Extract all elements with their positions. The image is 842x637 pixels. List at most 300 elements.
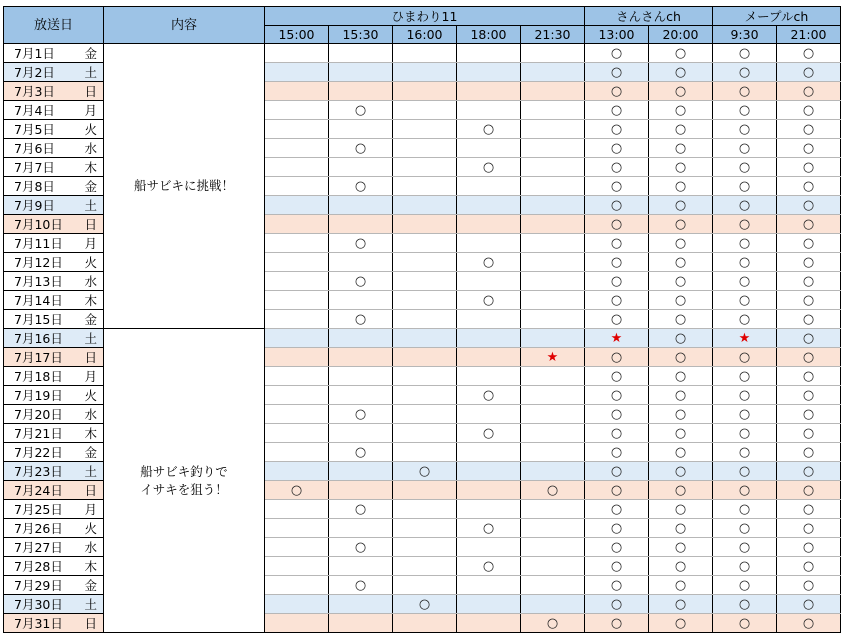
broadcast-slot <box>777 614 841 633</box>
time-header: 21:30 <box>521 26 585 44</box>
broadcast-slot <box>521 310 585 329</box>
day-of-week: 木 <box>79 424 104 443</box>
broadcast-slot <box>649 291 713 310</box>
broadcast-slot <box>521 44 585 63</box>
broadcast-slot <box>521 424 585 443</box>
circle-mark-icon: ○ <box>610 103 623 118</box>
circle-mark-icon: ○ <box>738 255 751 270</box>
circle-mark-icon: ○ <box>674 122 687 137</box>
broadcast-slot <box>521 272 585 291</box>
circle-mark-icon: ○ <box>674 521 687 536</box>
circle-mark-icon: ○ <box>290 483 303 498</box>
circle-mark-icon: ○ <box>738 160 751 175</box>
circle-mark-icon: ○ <box>802 312 815 327</box>
broadcast-slot <box>329 424 393 443</box>
circle-mark-icon: ○ <box>610 65 623 80</box>
circle-mark-icon: ○ <box>738 597 751 612</box>
day-of-week: 日 <box>79 348 104 367</box>
broadcast-slot <box>777 557 841 576</box>
circle-mark-icon: ○ <box>610 217 623 232</box>
broadcast-slot <box>329 253 393 272</box>
broadcast-slot <box>265 348 329 367</box>
circle-mark-icon: ○ <box>674 426 687 441</box>
broadcast-date: 7月1日 <box>4 44 79 63</box>
broadcast-slot <box>265 481 329 500</box>
broadcast-slot <box>649 253 713 272</box>
broadcast-date: 7月19日 <box>4 386 79 405</box>
circle-mark-icon: ○ <box>738 502 751 517</box>
day-of-week: 日 <box>79 215 104 234</box>
broadcast-slot <box>585 234 649 253</box>
broadcast-slot <box>265 367 329 386</box>
day-of-week: 金 <box>79 310 104 329</box>
circle-mark-icon: ○ <box>674 312 687 327</box>
broadcast-schedule-table <box>3 6 841 633</box>
broadcast-slot <box>649 367 713 386</box>
broadcast-slot <box>649 443 713 462</box>
broadcast-slot <box>649 348 713 367</box>
circle-mark-icon: ○ <box>610 597 623 612</box>
broadcast-slot <box>393 538 457 557</box>
broadcast-slot <box>329 139 393 158</box>
broadcast-slot <box>521 386 585 405</box>
circle-mark-icon: ○ <box>674 198 687 213</box>
broadcast-slot <box>777 196 841 215</box>
date-column-header: 放送日 <box>4 7 104 44</box>
broadcast-slot <box>457 272 521 291</box>
broadcast-slot <box>393 443 457 462</box>
broadcast-slot <box>393 63 457 82</box>
circle-mark-icon: ○ <box>738 293 751 308</box>
circle-mark-icon: ○ <box>738 616 751 631</box>
broadcast-slot <box>521 348 585 367</box>
broadcast-slot <box>521 595 585 614</box>
broadcast-slot <box>713 519 777 538</box>
broadcast-slot <box>521 329 585 348</box>
table-header <box>4 7 841 44</box>
broadcast-slot <box>329 462 393 481</box>
broadcast-slot <box>329 481 393 500</box>
broadcast-slot <box>713 44 777 63</box>
broadcast-slot <box>329 101 393 120</box>
broadcast-slot <box>585 272 649 291</box>
circle-mark-icon: ○ <box>802 388 815 403</box>
broadcast-slot <box>265 462 329 481</box>
broadcast-slot <box>521 196 585 215</box>
broadcast-slot <box>777 405 841 424</box>
circle-mark-icon: ○ <box>802 578 815 593</box>
circle-mark-icon: ○ <box>802 483 815 498</box>
star-mark-icon: ★ <box>610 331 623 346</box>
broadcast-slot <box>649 139 713 158</box>
broadcast-slot <box>649 481 713 500</box>
day-of-week: 木 <box>79 291 104 310</box>
circle-mark-icon: ○ <box>354 445 367 460</box>
circle-mark-icon: ○ <box>738 388 751 403</box>
circle-mark-icon: ○ <box>674 141 687 156</box>
broadcast-slot <box>265 329 329 348</box>
circle-mark-icon: ○ <box>674 559 687 574</box>
broadcast-slot <box>713 538 777 557</box>
broadcast-slot <box>585 101 649 120</box>
broadcast-slot <box>329 595 393 614</box>
broadcast-slot <box>585 462 649 481</box>
broadcast-date: 7月16日 <box>4 329 79 348</box>
day-of-week: 土 <box>79 196 104 215</box>
broadcast-slot <box>393 595 457 614</box>
circle-mark-icon: ○ <box>610 521 623 536</box>
broadcast-slot <box>777 348 841 367</box>
broadcast-slot <box>329 82 393 101</box>
broadcast-slot <box>713 405 777 424</box>
circle-mark-icon: ○ <box>610 350 623 365</box>
broadcast-slot <box>777 310 841 329</box>
circle-mark-icon: ○ <box>354 103 367 118</box>
circle-mark-icon: ○ <box>610 179 623 194</box>
broadcast-slot <box>457 253 521 272</box>
broadcast-date: 7月15日 <box>4 310 79 329</box>
broadcast-slot <box>393 424 457 443</box>
circle-mark-icon: ○ <box>482 255 495 270</box>
broadcast-date: 7月2日 <box>4 63 79 82</box>
broadcast-date: 7月29日 <box>4 576 79 595</box>
broadcast-slot <box>329 177 393 196</box>
broadcast-slot <box>329 234 393 253</box>
star-mark-icon: ★ <box>738 331 751 346</box>
circle-mark-icon: ○ <box>738 426 751 441</box>
circle-mark-icon: ○ <box>610 578 623 593</box>
day-of-week: 水 <box>79 272 104 291</box>
broadcast-date: 7月13日 <box>4 272 79 291</box>
broadcast-slot <box>393 253 457 272</box>
circle-mark-icon: ○ <box>482 521 495 536</box>
broadcast-slot <box>265 538 329 557</box>
broadcast-slot <box>265 614 329 633</box>
broadcast-slot <box>265 177 329 196</box>
time-header: 9:30 <box>713 26 777 44</box>
broadcast-slot <box>329 44 393 63</box>
broadcast-slot <box>265 253 329 272</box>
broadcast-slot <box>777 329 841 348</box>
circle-mark-icon: ○ <box>738 122 751 137</box>
day-of-week: 月 <box>79 101 104 120</box>
circle-mark-icon: ○ <box>610 388 623 403</box>
circle-mark-icon: ○ <box>738 369 751 384</box>
circle-mark-icon: ○ <box>802 198 815 213</box>
broadcast-slot <box>777 44 841 63</box>
broadcast-slot <box>457 291 521 310</box>
broadcast-slot <box>265 595 329 614</box>
circle-mark-icon: ○ <box>610 198 623 213</box>
broadcast-slot <box>585 82 649 101</box>
circle-mark-icon: ○ <box>738 350 751 365</box>
broadcast-slot <box>713 348 777 367</box>
broadcast-slot <box>649 538 713 557</box>
broadcast-slot <box>585 139 649 158</box>
broadcast-slot <box>265 424 329 443</box>
program-content: 船サビキ釣りで イサキを狙う！ <box>104 329 265 633</box>
circle-mark-icon: ○ <box>802 160 815 175</box>
broadcast-slot <box>521 82 585 101</box>
broadcast-slot <box>585 424 649 443</box>
broadcast-slot <box>649 215 713 234</box>
broadcast-slot <box>521 614 585 633</box>
broadcast-slot <box>777 462 841 481</box>
table-row <box>4 44 841 63</box>
broadcast-slot <box>585 367 649 386</box>
broadcast-slot <box>649 177 713 196</box>
circle-mark-icon: ○ <box>738 65 751 80</box>
broadcast-slot <box>329 310 393 329</box>
broadcast-slot <box>713 443 777 462</box>
broadcast-slot <box>777 272 841 291</box>
broadcast-slot <box>457 576 521 595</box>
circle-mark-icon: ○ <box>802 46 815 61</box>
broadcast-slot <box>521 519 585 538</box>
content-column-header: 内容 <box>104 7 265 44</box>
circle-mark-icon: ○ <box>482 160 495 175</box>
time-header: 21:00 <box>777 26 841 44</box>
circle-mark-icon: ○ <box>610 483 623 498</box>
circle-mark-icon: ○ <box>802 65 815 80</box>
broadcast-slot <box>265 63 329 82</box>
broadcast-slot <box>329 291 393 310</box>
time-header: 20:00 <box>649 26 713 44</box>
broadcast-slot <box>457 196 521 215</box>
broadcast-slot <box>585 557 649 576</box>
day-of-week: 火 <box>79 519 104 538</box>
circle-mark-icon: ○ <box>738 483 751 498</box>
circle-mark-icon: ○ <box>674 46 687 61</box>
broadcast-slot <box>521 443 585 462</box>
broadcast-slot <box>393 500 457 519</box>
circle-mark-icon: ○ <box>354 540 367 555</box>
circle-mark-icon: ○ <box>482 293 495 308</box>
circle-mark-icon: ○ <box>610 274 623 289</box>
circle-mark-icon: ○ <box>610 559 623 574</box>
circle-mark-icon: ○ <box>610 293 623 308</box>
circle-mark-icon: ○ <box>610 426 623 441</box>
circle-mark-icon: ○ <box>482 122 495 137</box>
broadcast-date: 7月24日 <box>4 481 79 500</box>
broadcast-slot <box>713 557 777 576</box>
broadcast-date: 7月21日 <box>4 424 79 443</box>
day-of-week: 月 <box>79 367 104 386</box>
broadcast-slot <box>777 386 841 405</box>
circle-mark-icon: ○ <box>674 445 687 460</box>
broadcast-slot <box>713 63 777 82</box>
broadcast-slot <box>457 519 521 538</box>
table-row <box>4 329 841 348</box>
circle-mark-icon: ○ <box>354 236 367 251</box>
broadcast-slot <box>585 405 649 424</box>
program-content: 船サビキに挑戦！ <box>104 44 265 329</box>
broadcast-slot <box>521 63 585 82</box>
broadcast-slot <box>649 158 713 177</box>
day-of-week: 水 <box>79 405 104 424</box>
broadcast-slot <box>521 177 585 196</box>
broadcast-slot <box>329 557 393 576</box>
star-mark-icon: ★ <box>546 350 559 365</box>
broadcast-slot <box>393 386 457 405</box>
circle-mark-icon: ○ <box>354 407 367 422</box>
broadcast-slot <box>265 101 329 120</box>
broadcast-slot <box>521 576 585 595</box>
broadcast-slot <box>585 291 649 310</box>
broadcast-slot <box>585 177 649 196</box>
broadcast-slot <box>393 291 457 310</box>
broadcast-slot <box>713 101 777 120</box>
circle-mark-icon: ○ <box>674 103 687 118</box>
broadcast-slot <box>521 538 585 557</box>
broadcast-slot <box>713 576 777 595</box>
broadcast-slot <box>777 481 841 500</box>
day-of-week: 土 <box>79 63 104 82</box>
day-of-week: 木 <box>79 557 104 576</box>
circle-mark-icon: ○ <box>418 597 431 612</box>
broadcast-slot <box>649 101 713 120</box>
broadcast-slot <box>265 500 329 519</box>
broadcast-slot <box>393 348 457 367</box>
broadcast-slot <box>265 158 329 177</box>
circle-mark-icon: ○ <box>802 103 815 118</box>
time-header: 15:00 <box>265 26 329 44</box>
broadcast-slot <box>777 158 841 177</box>
circle-mark-icon: ○ <box>674 236 687 251</box>
broadcast-date: 7月7日 <box>4 158 79 177</box>
broadcast-date: 7月14日 <box>4 291 79 310</box>
broadcast-slot <box>713 481 777 500</box>
broadcast-date: 7月4日 <box>4 101 79 120</box>
circle-mark-icon: ○ <box>610 46 623 61</box>
broadcast-slot <box>777 367 841 386</box>
broadcast-slot <box>649 120 713 139</box>
broadcast-slot <box>457 443 521 462</box>
broadcast-slot <box>329 158 393 177</box>
broadcast-slot <box>777 443 841 462</box>
broadcast-slot <box>649 196 713 215</box>
broadcast-slot <box>713 462 777 481</box>
broadcast-slot <box>777 595 841 614</box>
time-header: 15:30 <box>329 26 393 44</box>
circle-mark-icon: ○ <box>610 369 623 384</box>
broadcast-slot <box>521 291 585 310</box>
circle-mark-icon: ○ <box>610 236 623 251</box>
broadcast-slot <box>457 120 521 139</box>
broadcast-slot <box>329 63 393 82</box>
day-of-week: 金 <box>79 576 104 595</box>
broadcast-slot <box>393 215 457 234</box>
broadcast-slot <box>585 481 649 500</box>
broadcast-slot <box>457 101 521 120</box>
circle-mark-icon: ○ <box>610 540 623 555</box>
broadcast-slot <box>265 82 329 101</box>
broadcast-slot <box>329 443 393 462</box>
broadcast-slot <box>393 310 457 329</box>
broadcast-slot <box>585 538 649 557</box>
broadcast-slot <box>713 310 777 329</box>
circle-mark-icon: ○ <box>674 616 687 631</box>
broadcast-slot <box>393 120 457 139</box>
day-of-week: 水 <box>79 538 104 557</box>
circle-mark-icon: ○ <box>418 464 431 479</box>
broadcast-slot <box>329 348 393 367</box>
broadcast-slot <box>713 329 777 348</box>
circle-mark-icon: ○ <box>674 293 687 308</box>
broadcast-slot <box>777 291 841 310</box>
broadcast-slot <box>329 405 393 424</box>
broadcast-slot <box>265 196 329 215</box>
circle-mark-icon: ○ <box>610 407 623 422</box>
broadcast-slot <box>649 519 713 538</box>
broadcast-slot <box>585 44 649 63</box>
broadcast-slot <box>265 215 329 234</box>
broadcast-slot <box>649 234 713 253</box>
day-of-week: 土 <box>79 329 104 348</box>
circle-mark-icon: ○ <box>674 502 687 517</box>
day-of-week: 日 <box>79 82 104 101</box>
circle-mark-icon: ○ <box>738 464 751 479</box>
broadcast-slot <box>777 82 841 101</box>
broadcast-slot <box>585 63 649 82</box>
broadcast-date: 7月25日 <box>4 500 79 519</box>
broadcast-slot <box>777 120 841 139</box>
circle-mark-icon: ○ <box>674 483 687 498</box>
broadcast-slot <box>457 405 521 424</box>
circle-mark-icon: ○ <box>738 84 751 99</box>
broadcast-slot <box>777 500 841 519</box>
circle-mark-icon: ○ <box>482 388 495 403</box>
broadcast-slot <box>521 462 585 481</box>
broadcast-slot <box>457 595 521 614</box>
day-of-week: 火 <box>79 120 104 139</box>
circle-mark-icon: ○ <box>674 407 687 422</box>
broadcast-slot <box>521 500 585 519</box>
circle-mark-icon: ○ <box>354 141 367 156</box>
broadcast-slot <box>393 405 457 424</box>
broadcast-slot <box>457 481 521 500</box>
broadcast-slot <box>265 405 329 424</box>
broadcast-slot <box>329 120 393 139</box>
circle-mark-icon: ○ <box>738 407 751 422</box>
broadcast-slot <box>329 500 393 519</box>
circle-mark-icon: ○ <box>802 331 815 346</box>
broadcast-slot <box>265 386 329 405</box>
circle-mark-icon: ○ <box>802 464 815 479</box>
broadcast-slot <box>457 139 521 158</box>
circle-mark-icon: ○ <box>738 217 751 232</box>
broadcast-slot <box>329 538 393 557</box>
broadcast-slot <box>521 215 585 234</box>
circle-mark-icon: ○ <box>738 103 751 118</box>
circle-mark-icon: ○ <box>674 65 687 80</box>
circle-mark-icon: ○ <box>802 274 815 289</box>
circle-mark-icon: ○ <box>802 559 815 574</box>
broadcast-slot <box>777 538 841 557</box>
day-of-week: 金 <box>79 44 104 63</box>
broadcast-slot <box>585 500 649 519</box>
broadcast-slot <box>393 234 457 253</box>
broadcast-slot <box>393 519 457 538</box>
circle-mark-icon: ○ <box>674 84 687 99</box>
broadcast-slot <box>585 443 649 462</box>
broadcast-date: 7月26日 <box>4 519 79 538</box>
broadcast-slot <box>265 443 329 462</box>
day-of-week: 金 <box>79 177 104 196</box>
broadcast-date: 7月12日 <box>4 253 79 272</box>
circle-mark-icon: ○ <box>546 616 559 631</box>
broadcast-slot <box>393 329 457 348</box>
